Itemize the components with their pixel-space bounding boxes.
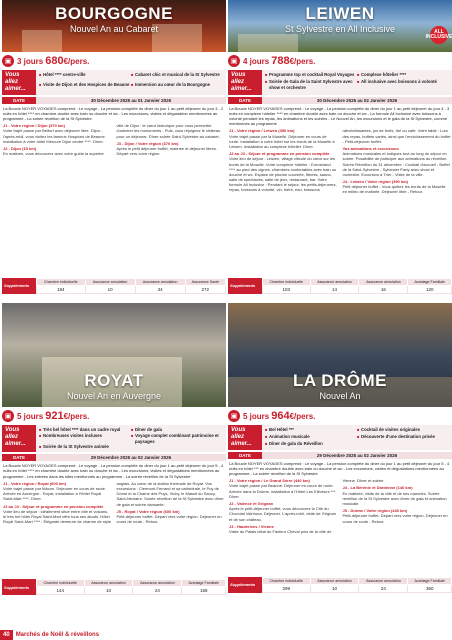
itinerary (228, 476, 452, 536)
calendar-icon: ▣ (228, 410, 240, 422)
supplements-table (2, 579, 226, 595)
highlight-item: ■ Bel Hôtel *** (265, 427, 357, 434)
supp-value: 299 (263, 584, 311, 592)
highlights-list (36, 425, 226, 452)
aimer-label: Vous allez aimer... (228, 70, 262, 95)
supp-value: 360 (408, 584, 452, 592)
trip-subtitle: Nouvel An (319, 391, 361, 401)
page-footer (0, 630, 99, 640)
trip-subtitle: St Sylvestre en All Inclusive (284, 24, 396, 34)
day-heading: J3 - Dijon / Votre région (370 km) (116, 140, 179, 146)
duration: 4 jours (243, 56, 270, 66)
date-value: 30 Décembre 2025 au 01 Janvier 2026 (36, 97, 226, 104)
supp-value: 272 (185, 285, 225, 293)
highlights-box (228, 70, 452, 95)
day-text: Votre lieu de séjour : idéalement situé entre ville et volcans, le très bel hôtel Royal Saint-Mart offre tous ses atouts. Hôtel Royal Saint-Mart **** : Élégante demeure de charme de style anglais. Au cœur de la station thermale de Royat. Vos excursions : Clermont-Ferrand et sa cathédrale, le Puy de Dôme et la Chaîne des Puys, Vichy, le Massif du Sancy, Saint-Nectaire. Soirée réveillon de la St Sylvestre avec dîner de gala et soirée dansante. (3, 480, 224, 525)
highlights-list (262, 425, 452, 450)
duration: 3 jours (17, 56, 44, 66)
date-label: DATE (2, 97, 36, 104)
supp-value: 10 (84, 587, 133, 595)
day-text: Après le petit-déjeuner buffet, vous découvrez la Cité du Chocolat Valrhona. Déjeuner. L'après-midi, visite de Grignan et de son château. (229, 506, 336, 522)
supp-value: 168 (182, 587, 226, 595)
included-text: La Boucle NOYER VOYAGES comprend : Le voyage - La pension complète du diner du jour 1 au petit déjeuner du jour 3 - 2 nuits en hôtel **** en chambre double avec bain ou douche et wc - Les excursions, visites et dégustation mentionnées au programme - La soirée réveillon de la St Sylvestre (3, 105, 224, 122)
supp-value: 184 (37, 285, 86, 293)
supp-value: 10 (310, 584, 359, 592)
day-text: Après le petit déjeuner buffet, matinée et déjeuner libres. Départ vers votre région. (116, 145, 217, 157)
day-heading: J2 au J3 - Séjour et programme en pension complète (229, 151, 330, 157)
supp-value: 10 (85, 285, 135, 293)
price-unit: €/pers. (289, 411, 316, 421)
highlights-box (2, 70, 226, 95)
day-heading: J1 - Votre région / Royat (600 km) (3, 480, 67, 486)
hero-image (2, 303, 226, 407)
supp-value: 103 (263, 285, 311, 293)
price-bar (228, 54, 452, 68)
aimer-label: Vous allez aimer... (2, 425, 36, 452)
hero-image (228, 0, 452, 52)
date-bar (2, 97, 226, 104)
highlight-item: ■ Animation musicale (265, 434, 357, 441)
price-unit: €/pers. (289, 56, 316, 66)
aimer-label: Vous allez aimer... (2, 70, 36, 95)
supp-header: Assurance annulation (359, 577, 408, 584)
duration: 5 jours (243, 411, 270, 421)
itinerary (2, 479, 226, 528)
calendar-icon: ▣ (2, 55, 14, 67)
supp-header: Avantage Familiale (182, 580, 226, 587)
supp-value: 16 (359, 285, 408, 293)
supp-header: Assurance annulation (310, 577, 359, 584)
date-bar (228, 97, 452, 104)
supp-header: Assurance Santé (185, 278, 225, 285)
supplements-label: Suppléments (2, 579, 36, 595)
highlight-item: ■ Découverte d'une destination prisée (357, 434, 449, 441)
aimer-label: Vous allez aimer... (228, 425, 262, 450)
day-text: Votre trajet passe par Beaune. Déjeuner en cours de route. Arrivée dans la Drôme, installation à l'Hôtel Les Eléveurs ***. Dîner. (229, 483, 337, 499)
supp-value: 14 (310, 285, 359, 293)
all-inclusive-badge: ALL INCLUSIVE (430, 26, 448, 44)
day-text: En matinée, vous découvrez avec votre guide la superbe ville de Dijon : le cœur historique pour vous permettre d'admirer les monuments - Puis, vous rejoignez le château pour un déjeuner. Dîner soirée Saint-Sylvestre au cabaret. (3, 123, 221, 157)
included-text: La Boucle NOYER VOYAGES comprend : Le voyage - La pension complète du diner du jour 1 au petit déjeuner du jour 4 - 3 nuits en complexe hôtelier **** en chambre double avec bain ou douche et wc - La formule All Inclusive avec boissons à volonté pendant les repas, les animations et les soirées - Le Nouvel An, les excursions et le gala de la St Sylvestre, comme mentionnés au programme (229, 105, 450, 127)
footer-title: Marchés de Noël & réveillons (15, 632, 100, 638)
highlight-item: ■ Visite de Dijon et des Hospices de Beaune (39, 82, 131, 92)
day-heading: J2 au J4 - Séjour et programme en pension complète (3, 503, 104, 509)
day-heading: J1 - Votre région / Le Grand Sérre (440 km) (229, 478, 310, 484)
supplements-label: Suppléments (2, 278, 36, 294)
page-number: 40 (0, 630, 13, 640)
price-bar (2, 54, 226, 68)
price-bar (2, 409, 226, 423)
supp-header: Chambre individuelle (263, 278, 311, 285)
hero-image (228, 303, 452, 407)
supp-header: Assurance annulation (359, 278, 408, 285)
trip-bourgogne (2, 0, 226, 294)
date-label: DATE (2, 454, 36, 461)
supp-value: 34 (135, 285, 185, 293)
description (2, 461, 226, 577)
day-heading: J5 - Royat / Votre région (600 km) (116, 508, 180, 514)
highlight-item: ■ Complexe hôtelier **** (357, 72, 449, 79)
highlight-item: ■ Très bel hôtel **** dans un cadre royal (39, 427, 131, 433)
supplements-table (228, 577, 452, 593)
supp-header: Assurance annulation (135, 278, 185, 285)
day-heading: J5 - Drôme / Votre région (440 km) (342, 508, 408, 514)
description (2, 104, 226, 276)
day-text: Animations musicales et ludiques tout au long du séjour en soirée. Possibilité de participer aux animations du réveillon. Soirée Réveillon du 31 décembre : Cocktail d'accueil - Buffet de la Saint-Sylvestre - Sylvester Party avec show et orchestre. Excursion à Trier - Visite de la ville. (342, 151, 450, 177)
supp-header: Assurance annulation (84, 580, 133, 587)
highlight-item: ■ All inclusive avec boissons à volonté (357, 79, 449, 92)
day-heading: J2 - Valence et Grignan (229, 500, 274, 506)
day-text: Petit-déjeuner buffet. Départ vers votre région. Déjeuner en cours de route - Retour. (116, 513, 222, 525)
included-text: La Boucle NOYER VOYAGES comprend : Le voyage - La pension complète du diner du jour 1 au petit déjeuner du jour 5 - 4 nuits en hôtel **** en chambre double avec bain ou douche et wc - Les excursions, visites et dégustations mentionnées au programme - Les entrées dans les sites mentionnés au programme - La soirée réveillon de la St Sylvestre (3, 463, 224, 479)
supplements-label: Suppléments (228, 278, 262, 294)
trip-title: LA DRÔME (292, 371, 388, 390)
highlight-item: ■ Soirée de Gala de la Saint Sylvestre avec show et orchestre (265, 79, 357, 92)
date-bar (228, 452, 452, 459)
price-unit: €/pers. (63, 411, 90, 421)
price: 921 (45, 410, 64, 422)
date-value: 29 Décembre 2025 au 02 Janvier 2026 (262, 452, 452, 459)
itinerary (228, 126, 452, 196)
day-heading: J4 - Leiwen / Votre région (390 km) (342, 179, 408, 185)
date-bar (2, 454, 226, 461)
day-heading: J3 - Hauterives / Vienne (229, 523, 274, 529)
highlights-list (262, 70, 452, 95)
highlight-item: ■ Nombreuses visites incluses (39, 433, 131, 445)
price-unit: €/pers. (63, 56, 90, 66)
day-heading: J2 - Dijon (15 km) (3, 145, 37, 151)
date-label: DATE (228, 97, 262, 104)
description (228, 104, 452, 276)
trip-leiwen (228, 0, 452, 294)
included-text: La Boucle NOYER VOYAGES comprend : Le voyage - La pension complète du diner du jour 1 au petit déjeuner du jour 5 - 4 nuits en hôtel *** en chambre double avec bain ou douche et wc - Les excursions, visites et dégustations mentionnées au programme - La soirée réveillon de la St Sylvestre (229, 460, 450, 477)
price: 680 (45, 55, 64, 67)
day-heading: J4 - La Bérénie et Dardenne (140 km) (342, 485, 413, 491)
supp-value: 144 (37, 587, 85, 595)
highlight-item: ■ Voyage complet combinant patrimoine et paysages (131, 433, 223, 445)
day-text: En matinée, visite de la ville et de ses marchés. Soirée réveillon de la St Sylvestre avec dîner de gala et animation musicale. (342, 490, 447, 506)
date-label: DATE (228, 452, 262, 459)
price: 964 (271, 410, 290, 422)
highlights-box (228, 425, 452, 450)
supp-header: Chambre individuelle (37, 278, 86, 285)
supp-header: Chambre individuelle (263, 577, 311, 584)
trip-royat (2, 303, 226, 595)
day-heading: J1 - Votre région / Dijon (370 km) (3, 123, 65, 129)
day-text: Petit-déjeuner buffet. Départ vers votre région. Déjeuner en cours de route - Retour. (342, 513, 448, 524)
supp-header: Assurance annulation (133, 580, 182, 587)
day-heading: J1 - Votre région / Leiwen (390 km) (229, 128, 295, 134)
supp-value: 24 (133, 587, 182, 595)
date-value: 29 Décembre 2025 au 02 Janvier 2026 (36, 454, 226, 461)
supp-value: 24 (359, 584, 408, 592)
trip-la-drome (228, 303, 452, 593)
day-text: Votre trajet passe par Mâcon. Déjeuner en cours de route. Arrivée en Auvergne - Royat, installation à l'Hôtel Royal Saint-Mart ****. Dîner. (3, 485, 106, 502)
supp-header: Assurance annulation (85, 278, 135, 285)
description (228, 459, 452, 575)
supp-header: Chambre individuelle (37, 580, 85, 587)
itinerary (2, 121, 226, 159)
trip-subtitle: Nouvel An au Cabaret (69, 24, 159, 34)
highlight-item: ■ Immersion au cœur de la Bourgogne (131, 82, 223, 92)
day-text: Visite du Palais idéal du Facteur Cheval puis de la ville de Vienne. Dîner et soirée. (229, 478, 385, 534)
highlight-item: ■ Dîner de gala (131, 427, 223, 433)
calendar-icon: ▣ (228, 55, 240, 67)
day-text: Votre trajet passe par Belfort avec déjeuner libre. Dijon - l'après-midi, vous visitez les fameux Hospices de Beaune. Installation à votre hôtel Mercure Dijon centre ****. Dîner. (3, 128, 106, 144)
day-text: Votre trajet passe par la Moselle. Déjeuner en cours de route. Installation à votre hôtel sur les bords de la Moselle à Leiwen. Installation au complexe hôtelier. Dîner. (229, 133, 335, 149)
highlights-box (2, 425, 226, 452)
supplements-table (228, 278, 452, 294)
day-text: Votre lieu de séjour : Leiwen, village viticole du cœur sur les bords de la Moselle. Votre complexe hôtelier : Eurostrand **** au pied des vignes, chambres confortables avec bain ou douche et wc. Espace de piscine couverte, fitness, sauna, salle de spectacles, salle de jeux, restaurant, bar. Votre formule All Inclusive : Pendant le séjour, les petits-déjeuners, repas, boissons à volonté, vin, bière, eau, boissons rafraîchissantes, jus de fruits, thé ou café. Votre table : Lors des repas, buffets variés, ainsi que l'enrichissement du buffet - Petit-déjeuner buffet. (229, 128, 451, 193)
date-value: 30 Décembre 2025 au 02 Janvier 2026 (262, 97, 452, 104)
supplements-table (2, 278, 226, 294)
calendar-icon: ▣ (2, 410, 14, 422)
supplements-label: Suppléments (228, 577, 262, 593)
building-shape (238, 34, 298, 52)
trip-subtitle: Nouvel An en Auvergne (66, 391, 162, 401)
price: 788 (271, 55, 290, 67)
supp-header: Avantage Familiale (408, 278, 452, 285)
hero-image (2, 0, 226, 52)
day-heading: Vos animations et excursions (342, 145, 399, 151)
highlight-item: ■ Programme top et cocktail Royal Voyages (265, 72, 357, 79)
supp-header: Avantage Familiale (408, 577, 452, 584)
highlight-item: ■ Cabaret chic et musical de la St Sylvestre (131, 72, 223, 82)
highlight-item: ■ Soirée de la St Sylvestre animée (39, 444, 131, 450)
trip-title: ROYAT (84, 371, 144, 390)
trip-title: BOURGOGNE (55, 4, 173, 23)
highlight-item: ■ Dîner de gala du Réveillon (265, 441, 357, 448)
supp-header: Assurance annulation (310, 278, 359, 285)
highlight-item: ■ Hôtel **** centre-ville (39, 72, 131, 82)
day-text: Petit déjeuner buffet - Vous quittez les bords de la Moselle en milieu de matinée. Déjeuner libre - Retour. (342, 184, 446, 195)
highlight-item: ■ Cocktail de visites originales (357, 427, 449, 434)
price-bar (228, 409, 452, 423)
trip-title: LEIWEN (305, 4, 375, 23)
supp-value: 120 (408, 285, 452, 293)
highlights-list (36, 70, 226, 95)
duration: 5 jours (17, 411, 44, 421)
